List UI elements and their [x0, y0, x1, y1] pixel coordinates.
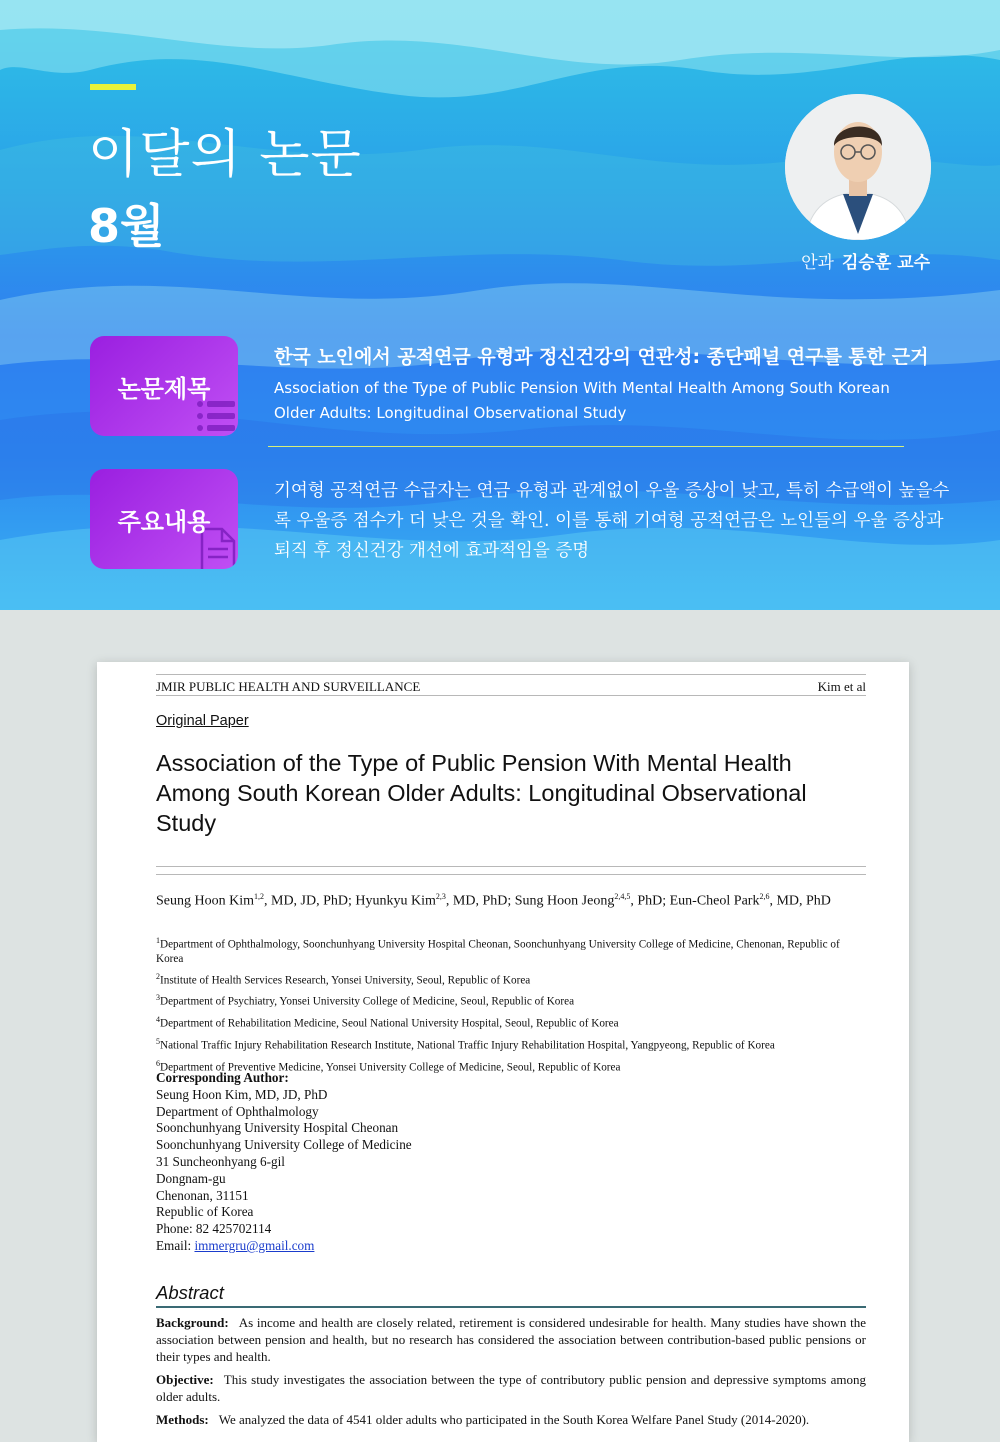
professor-avatar	[785, 94, 931, 240]
corresponding-author	[156, 1070, 656, 1255]
affiliation-text: Department of Ophthalmology, Soonchunhyang University Hospital Cheonan, Soonchunhyang University College of Medicine, Chenonan, Republic of Korea	[156, 938, 840, 965]
abstract-body	[156, 1314, 866, 1434]
corresponding-label: Corresponding Author:	[156, 1070, 289, 1085]
author-name: Eun-Cheol Park	[669, 893, 760, 909]
abstract-text: As income and health are closely related, retirement is considered undesirable for health. Many studies have shown the association between pension and health, but no research has considered the association between contribution-based public pensions or their types and health.	[156, 1315, 866, 1364]
abstract-background	[156, 1314, 866, 1365]
author-affil: 2,4,5	[614, 892, 631, 901]
paper-title-english: Association of the Type of Public Pension With Mental Health Among South Korean Older Adults: Longitudinal Observational Study	[274, 379, 890, 422]
paper-page	[97, 662, 909, 1442]
abstract-text: We analyzed the data of 4541 older adults who participated in the South Korea Welfare Panel Study (2014-2020).	[218, 1412, 810, 1427]
affiliation-item	[156, 970, 868, 988]
author-affil: 2,3	[435, 892, 446, 901]
email-line	[156, 1238, 656, 1255]
affiliation-number: 6	[156, 1058, 160, 1068]
author-affil: 2,6	[759, 892, 770, 901]
header-rule	[156, 695, 866, 696]
corresponding-line: Soonchunhyang University Hospital Cheonan	[156, 1120, 399, 1136]
corresponding-line: Seung Hoon Kim, MD, JD, PhD	[156, 1086, 328, 1102]
author-degrees: , PhD;	[630, 893, 670, 909]
paper-type: Original Paper	[156, 713, 249, 729]
author-degrees: , MD, PhD	[769, 893, 831, 909]
affiliation-text: National Traffic Injury Rehabilitation Research Institute, National Traffic Injury Rehabilitation Hospital, Yangpyeong, Republic of Korea	[160, 1039, 775, 1052]
corresponding-line: Chenonan, 31151	[156, 1187, 249, 1203]
abstract-label: Background:	[156, 1315, 229, 1330]
professor-department: 안과	[801, 253, 834, 273]
title-rule-1	[156, 866, 866, 867]
top-rule	[156, 674, 866, 675]
banner-divider	[268, 446, 904, 447]
content-badge	[90, 469, 238, 569]
abstract-label: Methods:	[156, 1412, 209, 1427]
affiliation-text: Department of Preventive Medicine, Yonsei University College of Medicine, Seoul, Republic of Korea	[160, 1061, 621, 1074]
paper-title: Association of the Type of Public Pension With Mental Health Among South Korean Older Adults: Longitudinal Observational Study	[156, 750, 807, 836]
running-head: Kim et al	[817, 679, 866, 694]
author-name: Sung Hoon Jeong	[514, 893, 615, 909]
affiliation-item	[156, 934, 868, 966]
professor-name: 김승훈 교수	[841, 253, 930, 273]
author-affil: 1,2	[254, 892, 264, 901]
author-degrees: , MD, JD, PhD;	[264, 893, 356, 909]
professor-label	[760, 248, 930, 273]
corresponding-line: Republic of Korea	[156, 1204, 254, 1220]
affiliation-number: 2	[156, 971, 160, 981]
author-degrees: , MD, PhD;	[445, 893, 515, 909]
affiliation-item	[156, 991, 868, 1009]
abstract-objective	[156, 1371, 866, 1405]
affiliation-item	[156, 1035, 868, 1053]
corresponding-line: 31 Suncheonhyang 6-gil	[156, 1153, 285, 1169]
affiliation-item	[156, 1013, 868, 1031]
affiliation-text: Department of Psychiatry, Yonsei University College of Medicine, Seoul, Republic of Korea	[160, 996, 575, 1009]
list-icon	[194, 398, 238, 436]
affiliation-list	[156, 934, 868, 1078]
accent-bar	[90, 84, 136, 90]
banner-title: 이달의 논문	[88, 125, 362, 185]
corresponding-line: Department of Ophthalmology	[156, 1103, 319, 1119]
title-rule-2	[156, 874, 866, 875]
paper-title-badge-label: 논문제목	[117, 374, 211, 403]
header-banner	[0, 0, 1000, 610]
affiliation-number: 1	[156, 936, 160, 945]
abstract-rule	[156, 1306, 866, 1308]
banner-month: 8월	[88, 199, 165, 253]
corresponding-line: Dongnam-gu	[156, 1170, 226, 1186]
affiliation-number: 5	[156, 1036, 160, 1046]
summary-text: 기여형 공적연금 수급자는 연금 유형과 관계없이 우울 증상이 낮고, 특히 수급액이 높을수록 우울증 점수가 더 낮은 것을 확인. 이를 통해 기여형 공적연금은 노인들의 우울 증상과 퇴직 후 정신건강 개선에 효과적임을 증명	[274, 481, 950, 561]
abstract-text: This study investigates the association between the type of contributory public pension and depressive symptoms among older adults.	[156, 1372, 866, 1404]
affiliation-number: 3	[156, 993, 160, 1003]
abstract-label: Objective:	[156, 1372, 214, 1387]
affiliation-text: Institute of Health Services Research, Yonsei University, Seoul, Republic of Korea	[160, 974, 531, 987]
author-name: Seung Hoon Kim	[156, 893, 254, 909]
paper-title-badge	[90, 336, 238, 436]
corresponding-line: Phone: 82 425702114	[156, 1221, 272, 1237]
corresponding-line: Soonchunhyang University College of Medicine	[156, 1137, 412, 1153]
affiliation-number: 4	[156, 1015, 160, 1025]
journal-name: JMIR PUBLIC HEALTH AND SURVEILLANCE	[156, 679, 421, 694]
email-link[interactable]: immergru@gmail.com	[194, 1237, 315, 1253]
author-list	[156, 888, 868, 911]
paper-title-korean: 한국 노인에서 공적연금 유형과 정신건강의 연관성: 종단패널 연구를 통한 근거	[274, 346, 929, 368]
author-name: Hyunkyu Kim	[355, 893, 436, 909]
email-label: Email:	[156, 1237, 195, 1253]
affiliation-text: Department of Rehabilitation Medicine, Seoul National University Hospital, Seoul, Republic of Korea	[160, 1017, 619, 1030]
content-badge-label: 주요내용	[117, 507, 211, 536]
abstract-heading: Abstract	[156, 1282, 224, 1303]
